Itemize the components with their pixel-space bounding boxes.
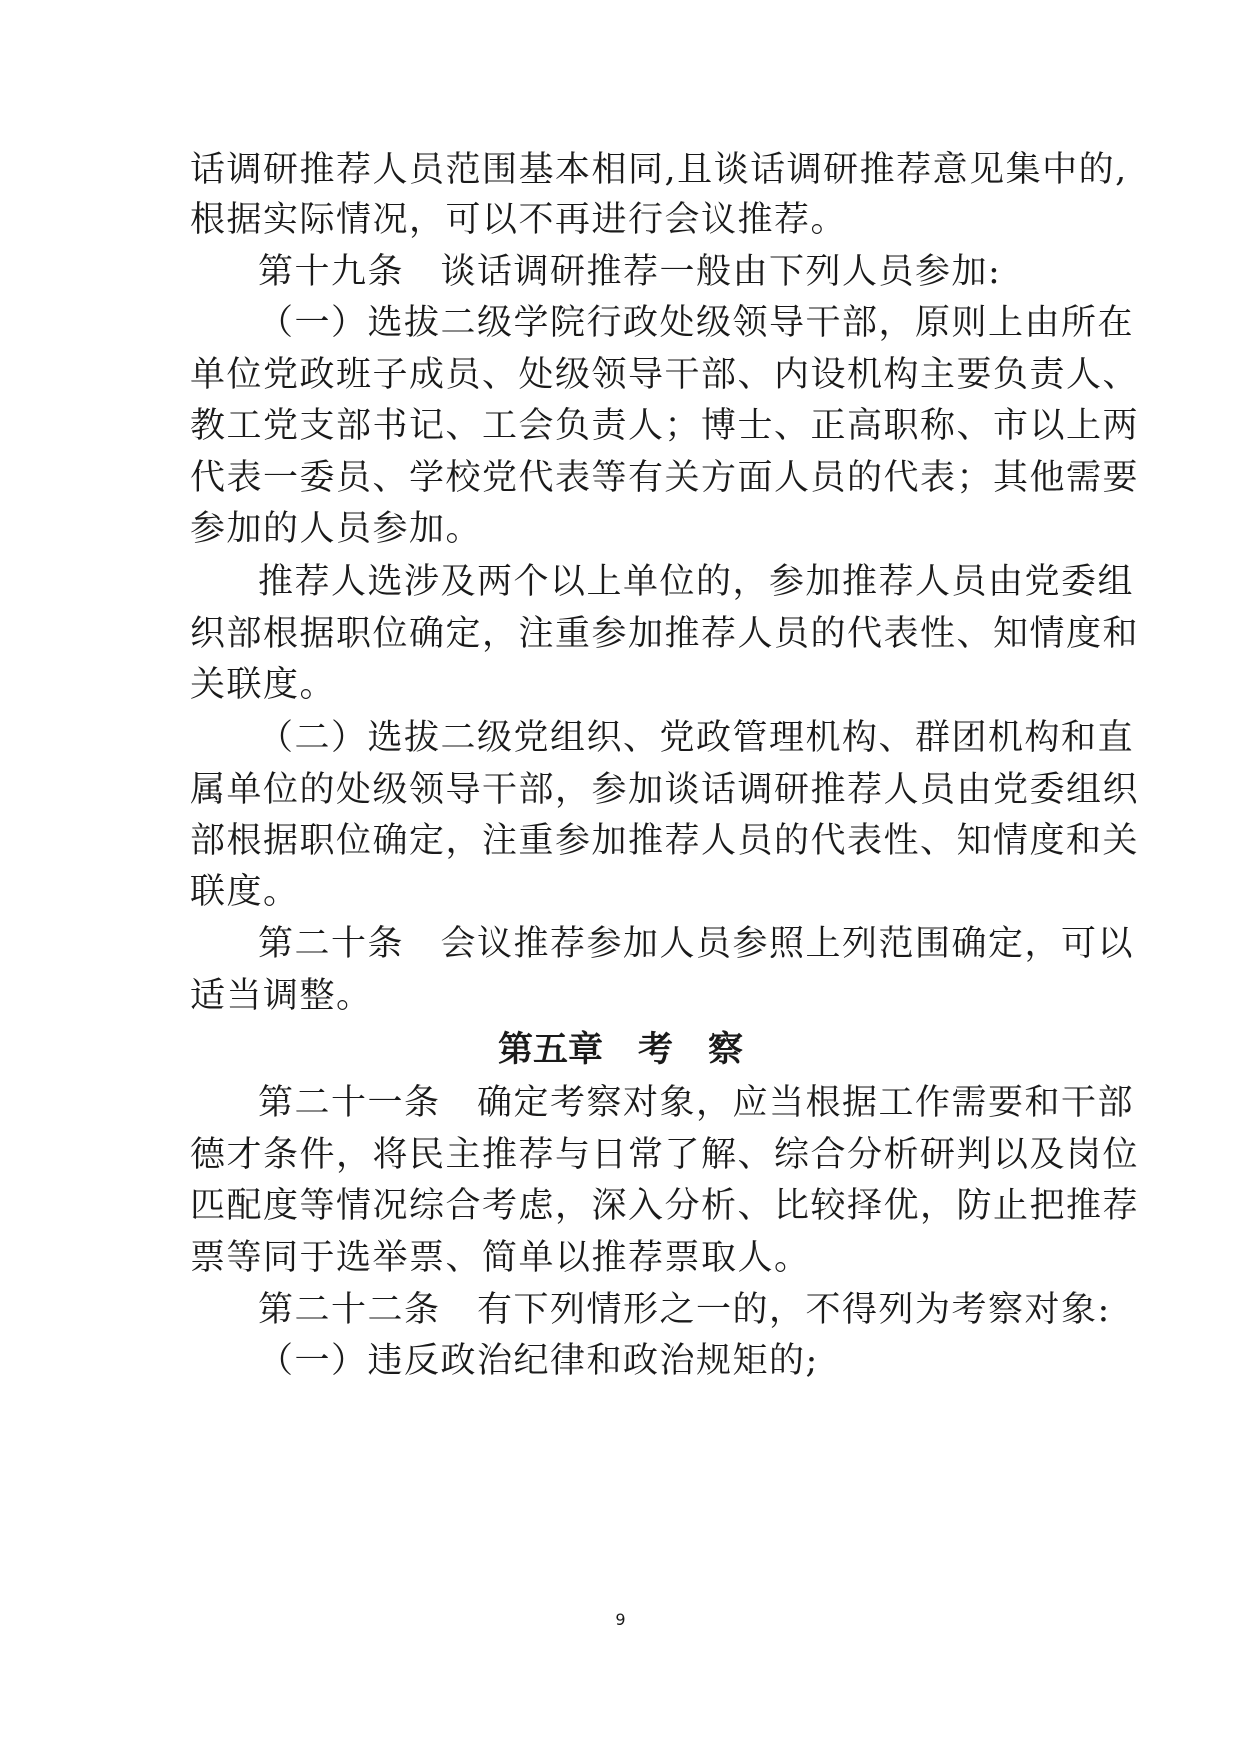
text-line: 票等同于选举票、简单以推荐票取人。: [190, 1238, 811, 1278]
text-line: 教工党支部书记、工会负责人；博士、正高职称、市以上两: [190, 406, 1140, 446]
text-line: 推荐人选涉及两个以上单位的，参加推荐人员由党委组: [258, 562, 1135, 602]
text-line: 联度。: [190, 872, 300, 912]
text-line: 适当调整。: [190, 976, 373, 1016]
text-line: 单位党政班子成员、处级领导干部、内设机构主要负责人、: [190, 355, 1140, 395]
text-line: （一）选拔二级学院行政处级领导干部，原则上由所在: [258, 303, 1135, 343]
text-line: 属单位的处级领导干部，参加谈话调研推荐人员由党委组织: [190, 770, 1140, 810]
text-line: 部根据职位确定，注重参加推荐人员的代表性、知情度和关: [190, 821, 1140, 861]
text-line: 话调研推荐人员范围基本相同,且谈话调研推荐意见集中的,: [190, 150, 1128, 190]
text-line: 第二十一条 确定考察对象，应当根据工作需要和干部: [258, 1083, 1135, 1123]
text-line: 匹配度等情况综合考虑，深入分析、比较择优，防止把推荐: [190, 1186, 1140, 1226]
text-line: （一）违反政治纪律和政治规矩的;: [258, 1341, 819, 1381]
text-line: 第二十条 会议推荐参加人员参照上列范围确定，可以: [258, 924, 1135, 964]
text-line: 代表一委员、学校党代表等有关方面人员的代表；其他需要: [190, 458, 1140, 498]
text-line: 关联度。: [190, 665, 337, 705]
text-line: 织部根据职位确定，注重参加推荐人员的代表性、知情度和: [190, 614, 1140, 654]
text-line: 德才条件，将民主推荐与日常了解、综合分析研判以及岗位: [190, 1135, 1140, 1175]
page-number: 9: [615, 1610, 626, 1629]
text-line: 第二十二条 有下列情形之一的，不得列为考察对象:: [258, 1290, 1111, 1330]
text-line: （二）选拔二级党组织、党政管理机构、群团机构和直: [258, 718, 1135, 758]
chapter-heading: 第五章 考 察: [497, 1030, 743, 1070]
text-line: 第十九条 谈话调研推荐一般由下列人员参加:: [258, 252, 1002, 292]
text-line: 参加的人员参加。: [190, 509, 483, 549]
text-line: 根据实际情况，可以不再进行会议推荐。: [190, 200, 848, 240]
